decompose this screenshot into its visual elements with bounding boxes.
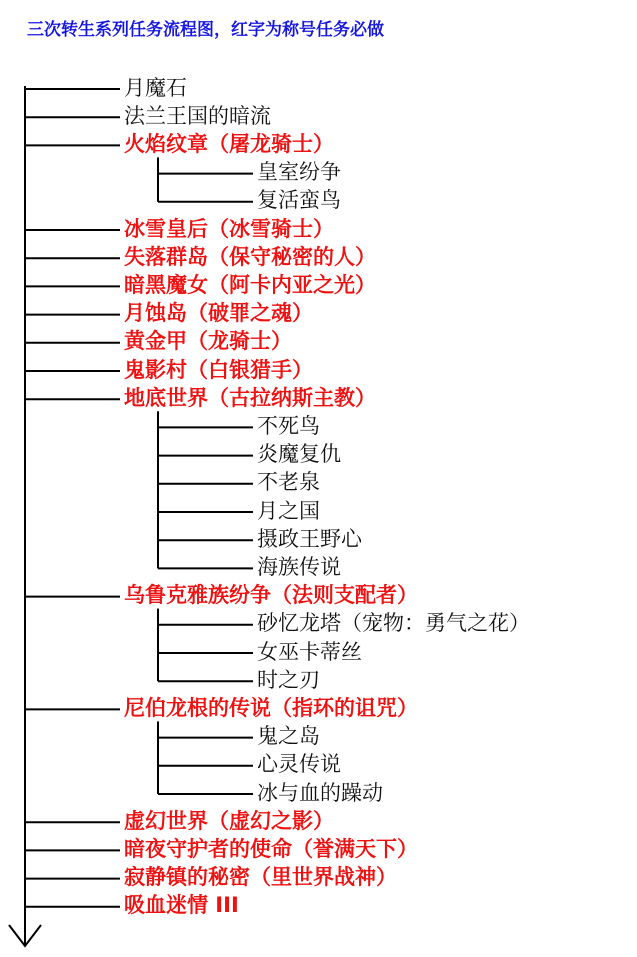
quest-node: 月魔石: [124, 75, 187, 100]
title-quest-node: 黄金甲（龙骑士）: [124, 329, 292, 354]
title-quest-node: 暗黑魔女（阿卡内亚之光）: [124, 272, 376, 297]
sub-quest-node: 海族传说: [257, 554, 341, 579]
title-quest-node: 暗夜守护者的使命（誉满天下）: [124, 836, 418, 861]
title-quest-node: 月蚀岛（破罪之魂）: [124, 301, 313, 326]
title-quest-node: 尼伯龙根的传说（指环的诅咒）: [124, 695, 418, 720]
title-quest-node: 冰雪皇后（冰雪骑士）: [124, 216, 334, 241]
sub-quest-node: 砂忆龙塔（宠物：勇气之花）: [257, 611, 530, 636]
title-quest-node: 寂静镇的秘密（里世界战神）: [124, 865, 397, 890]
sub-quest-node: 不老泉: [257, 470, 320, 495]
title-quest-node: 虚幻世界（虚幻之影）: [124, 808, 334, 833]
title-quest-node: 火焰纹章（屠龙骑士）: [124, 131, 334, 156]
title-quest-node: 乌鲁克雅族纷争（法则支配者）: [124, 583, 418, 608]
title-quest-node: 鬼影村（白银猎手）: [124, 357, 313, 382]
sub-quest-node: 不死鸟: [257, 413, 320, 438]
sub-quest-node: 皇室纷争: [257, 160, 341, 185]
title-quest-node: 吸血迷情 III: [124, 893, 239, 918]
sub-quest-node: 摄政王野心: [257, 526, 362, 551]
sub-quest-node: 女巫卡蒂丝: [257, 639, 362, 664]
sub-quest-node: 炎魔复仇: [257, 442, 341, 467]
sub-quest-node: 心灵传说: [257, 752, 341, 777]
sub-quest-node: 鬼之岛: [257, 724, 320, 749]
quest-node: 法兰王国的暗流: [124, 103, 271, 128]
sub-quest-node: 复活蛮鸟: [257, 188, 341, 213]
sub-quest-node: 月之国: [257, 498, 320, 523]
title-quest-node: 地底世界（古拉纳斯主教）: [124, 385, 376, 410]
diagram-title: 三次转生系列任务流程图，红字为称号任务必做: [27, 20, 384, 40]
title-quest-node: 失落群岛（保守秘密的人）: [124, 244, 376, 269]
sub-quest-node: 时之刃: [257, 667, 320, 692]
sub-quest-node: 冰与血的躁动: [257, 780, 383, 805]
